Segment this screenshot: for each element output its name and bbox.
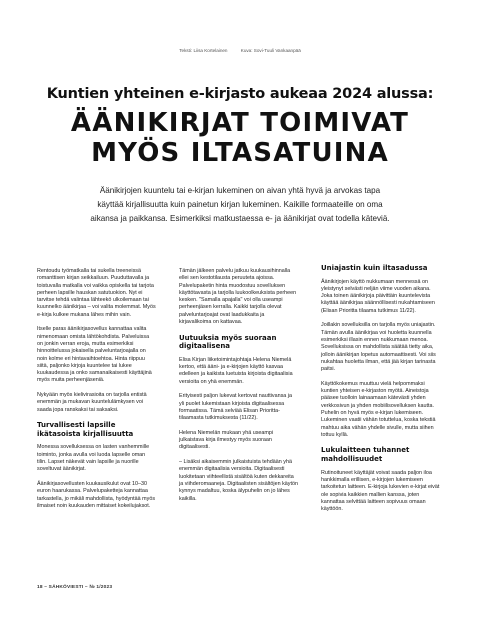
paragraph: Monessa sovelluksessa on lasten vanhemmille toiminto, jonka avulla voi luoda lapselle oman tilin. Lapset näkevät vain lapsille ja nuorille soveltuvat äänikirjat. (37, 444, 150, 473)
paragraph: Nykyään myös kielivirasioita on tarjolla entistä enemmän ja mukavan kuuntelulämkysen voi saada jopa ranskaksi tai saksaksi. (37, 392, 147, 413)
article-credits (0, 48, 480, 53)
paragraph: Rentoudu työmatkalla tai sukella treeneissä romanttisen kirjan seikkailuun. Puuduttavalla ja toistuvalla matkalla voi vaikka opiskella tai tarjota perheen lapsille hauskan satutuokion. Nyt ei tarvitse tehdä valintaa lähteekö ulkoilemaan tai kuunnelko äänikirjaa – voi valita molemmat. Myös e-kirja kulkee mukana lähes mihin vain. (37, 268, 156, 318)
paragraph: – Lisäksi aikaisemmin julkaistuista tehdään yhä enemmän digitaalisia versioita. Digitaalisesti luokitetaan viihteellistä sisältöä kuten dekkareita ja viihderomaaneja. Digitaalisten sisältöjen käytön kynnys madaltuu, koska älypuhelin on jo lähes kaikilla. (179, 459, 298, 502)
author-credit: Teksti: Liisa Kortelainen (179, 48, 228, 53)
text-column-2 (179, 268, 298, 510)
text-column-1 (37, 268, 156, 517)
paragraph: Äänikirjasovellusten kuukausikulut ovat 10–30 euron haarukassa. Palvelupaketteja kannattaa tarkastella, jo mikäli mahdollista, hyödyntää myös ilmaiset noin kuukauden mittaiset kokeilujaksot. (37, 480, 156, 509)
paragraph: Erityisesti paljon lukevat kertovat nauttivansa ja yli puolet lukemistaan kirjoista digitaalisessa formaatissa. Tämä selviää Elisan Prioritta-tilaamasta tutkimuksesta (11/22). (179, 393, 292, 422)
paragraph: Joillakin sovelluksilla on tarjolla myös uniajastin. Tämän avulla äänikirjaa voi huoletta kuunnella esimerkiksi illasin ennen nukkumaan menoa. Sovelluksissa on mahdollista säätää tietty aika, jolloin äänikirjan lopetus automaattisesti. Voi siis nukahtaa huoletta ilman, että jää kirjan tarinasta paitsi. (321, 322, 436, 373)
article-title-line-1: ÄÄNIKIRJAT TOIMIVAT (70, 108, 410, 138)
paragraph: Tämän jälkeen palvelu jatkuu kuukausihinnalla ellei sen kestotilausta peruuteta ajoissa. Palvelupaketin hinta muodostuu sovelluksen käyttötavasta ja tarjolla luukoolkeuksista perheen kesken. "Samalla apajalla" voi olla useampi perheenjäsen kerralla. Kaikki tarjolla olevat palveluntarjoajat ovat laadukkaita ja kirjavalikoima on kattavaa. (179, 268, 297, 326)
subheading: Uniajastin kuin iltasadussa (321, 264, 428, 272)
subheading: Lukulaitteen tuhannet mahdollisuudet (321, 446, 410, 464)
paragraph: Elisa Kirjan liiketoimintajohtaja Helena Niemelä kertoo, että ääni- ja e-kirjojen käyttö kasvaa edelleen ja kaikista luetuista kirjoista digitaalisia versioita on yhä enemmän. (179, 356, 293, 385)
lead-line: aikansa ja paikkansa. Esimerkiksi matkustaessa e- ja äänikirjat ovat todella käteviä. (90, 214, 390, 224)
article-title-line-2: MYÖS ILTASATUINA (91, 138, 389, 168)
paragraph: Helena Niemelän mukaan yhä useampi julkaistava kirja ilmestyy myös suoraan digitaalisesti. (179, 429, 274, 451)
lead-line: käyttää kirjallisuutta kuin painetun kirjan lukeminen. Kaikille formaateille on oma (97, 200, 383, 210)
paragraph: Käyttökokemus muuttuu vielä helpommaksi kuntien yhteisen e-kirjaston myötä. Aineistoja pääsee tuolloin lainaamaan kätevästi yhden verkkosivun ja yhden mobiilisovelluksen kautta. Puhelin on hyvä myös e-kirjan lukemiseen. Lukeminen vaatii vähän totuttelua, koska tekstiä mahtuu aika vähän yhdelle sivulle, mutta siihen tottuu kyllä. (321, 380, 436, 438)
subheading: Uutuuksia myös suoraan digitaalisena (179, 333, 277, 351)
article-pretitle: Kuntien yhteinen e-kirjasto aukeaa 2024 alussa: (46, 86, 434, 102)
photo-credit: Kuva: Sovi-Tuuli Vankaanpää (240, 48, 301, 53)
paragraph: Äänikirjojen käyttö nukkumaan mennessä on yleistynyt selvästi neljän viime vuoden aikana. Joka toinen äänikirjoja päivittäin kuuntelevista käyttää äänikirjaa säännöllisesti nukahtamiseen (Elisan Prioritta tilaama tutkimus 11/22). (321, 278, 435, 314)
subheading: Turvallisesti lapsille ikätasoista kirjallisuutta (37, 421, 134, 438)
lead-line: Äänikirjojen kuuntelu tai e-kirjan lukeminen on aivan yhtä hyvä ja arvokas tapa (99, 186, 381, 195)
page-footer: 18 – SÄHKÖVIESTI – № 1/2023 (37, 585, 113, 590)
text-column-3 (321, 264, 440, 521)
article-lead (0, 184, 480, 227)
paragraph: Itselle paras äänikirjasovellus kannattaa valita nimenomaan omista lähtökohdista. Palveluissa on jonkin verran eroja, mutta esimerkiksi hinnoittelussa jokaisella palveluntarjoajalla on noin kolme eri hintavaihtoehtoa. Hinta riippuu siitä, paljonko kirjoja kuuntelee tai lukee kuukaudessa ja onko samanaikaisesti käyttäjinä myös muita perheenjäseniä. (37, 326, 152, 384)
paragraph: Rutinoituneet käyttäjät voivat saada paljon iloa hankkimalla erillisen, e-kirjojen lukemiseen tarkoitetun laitteen. E-kirjoja lukevien e-kirjat eivät ole sopivia kaikkien mallien kanssa, joten kannattaa selvittää laitteen sopivuus omaan käyttöön. (321, 469, 440, 513)
